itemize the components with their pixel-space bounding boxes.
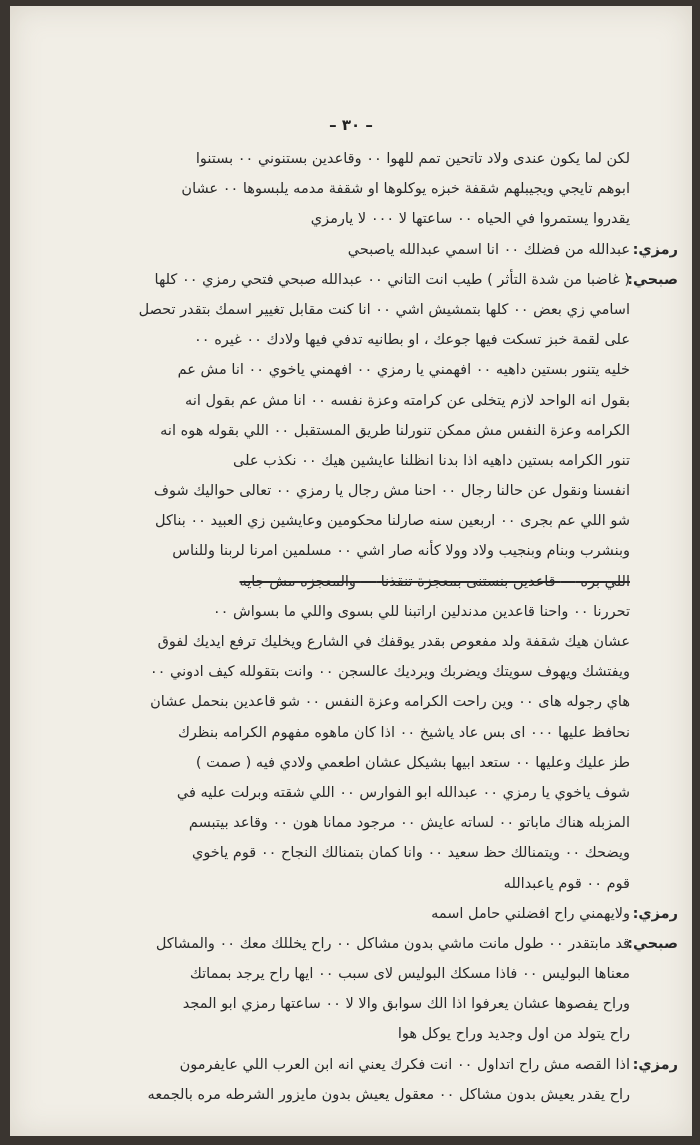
speaker-name <box>630 325 678 355</box>
dialogue-text: راح يتولد من اول وجديد وراح يوكل هوا <box>397 1026 630 1043</box>
script-line <box>46 1080 678 1110</box>
speaker-name <box>630 446 678 476</box>
speaker-name <box>630 144 678 174</box>
dialogue-text: وراح يفصوها عشان يعرفوا اذا الك سوابق والا لا ٠٠ ساعتها رمزي ابو المجد <box>182 996 630 1013</box>
dialogue-text: عبدالله من فضلك ٠٠ انا اسمي عبدالله ياصبحي <box>347 241 630 258</box>
script-line <box>46 687 678 717</box>
speaker-name <box>630 657 678 687</box>
speaker-name <box>630 567 678 597</box>
script-line <box>46 748 678 778</box>
script-line <box>46 536 678 566</box>
speaker-name: صبحي: <box>627 271 678 288</box>
dialogue-text: هاي رجوله هاى ٠٠ وين راحت الكرامه وعزة النفس ٠٠ شو قاعدين بنحمل عشان <box>150 694 630 711</box>
script-line <box>46 416 678 446</box>
dialogue-text: معناها البوليس ٠٠ فاذا مسكك البوليس لاى سبب ٠٠ ايها راح يرجد بمماتك <box>189 966 630 983</box>
script-line <box>46 718 678 748</box>
dialogue-text: تحررنا ٠٠ واحنا قاعدين مدندلين اراتبنا للي بسوى واللي ما بسواش ٠٠ <box>212 603 630 620</box>
speaker-name <box>630 959 678 989</box>
speaker-name <box>630 718 678 748</box>
dialogue-text: اذا القصه مش راح اتداول ٠٠ انت فكرك يعني انه ابن العرب اللي عايفرمون <box>179 1056 630 1073</box>
speaker-name <box>630 778 678 808</box>
speaker-name <box>630 838 678 868</box>
script-line <box>46 325 678 355</box>
script-line <box>46 657 678 687</box>
page-number: – ٣٠ – <box>329 116 373 134</box>
dialogue-text: اللي بره ٠٠ قاعدين بنستنى بمعجزة تنقذنا ٠٠ والمعجزه مش جايه <box>239 573 630 590</box>
script-line <box>46 959 678 989</box>
speaker-name <box>630 506 678 536</box>
dialogue-text: تنور الكرامه بستين داهيه اذا بدنا انظلنا عايشين هيك ٠٠ نكذب على <box>233 452 630 469</box>
dialogue-text: ويضحك ٠٠ ويتمنالك حظ سعيد ٠٠ وانا كمان بتمنالك النجاح ٠٠ قوم ياخوي <box>191 845 630 862</box>
speaker-name <box>630 1019 678 1049</box>
speaker-name <box>630 386 678 416</box>
dialogue-text: وبنشرب وبنام وبنجيب ولاد وولا كأنه صار اشي ٠٠ مسلمين امرنا لربنا وللناس <box>172 543 630 560</box>
script-line <box>46 808 678 838</box>
dialogue-text: ويفتشك ويهوف سويتك ويضربك ويرديك عالسجن ٠٠ وانت بتقولله كيف ادوني ٠٠ <box>149 664 630 681</box>
dialogue-text: يقدروا يستمروا في الحياه ٠٠ ساعتها لا ٠٠٠ لا يارمزي <box>310 211 630 228</box>
speaker-name <box>630 687 678 717</box>
script-line <box>46 235 678 265</box>
dialogue-text: ابوهم تايجي ويجيبلهم شقفة خبزه يوكلوها او شقفة مدمه يلبسوها ٠٠ عشان <box>181 181 630 198</box>
dialogue-text: اسامي زي بعض ٠٠ كلها بتمشيش اشي ٠٠ انا كنت مقابل تغيير اسمك بتقدر تحصل <box>138 301 630 318</box>
dialogue-text: ولايهمني راح افضلني حامل اسمه <box>431 905 630 922</box>
speaker-name: رمزي: <box>632 241 678 258</box>
speaker-name <box>630 355 678 385</box>
script-line <box>46 929 678 959</box>
dialogue-text: نحافظ عليها ٠٠٠ اى بس عاد ياشيخ ٠٠ اذا كان ماهوه مفهوم الكرامه بنظرك <box>177 724 630 741</box>
script-line <box>46 1050 678 1080</box>
speaker-name <box>630 627 678 657</box>
dialogue-text: الكرامه وعزة النفس مش ممكن تنورلنا طريق المستقبل ٠٠ اللي بقوله هوه انه <box>160 422 630 439</box>
script-line <box>46 869 678 899</box>
dialogue-text: طز عليك وعليها ٠٠ ستعد ابيها بشيكل عشان اطعمي ولادي فيه ( صمت ) <box>195 754 630 771</box>
script-line <box>46 1019 678 1049</box>
script-line <box>46 446 678 476</box>
script-line <box>46 386 678 416</box>
dialogue-text: بقول انه الواحد لازم يتخلى عن كرامته وعزة نفسه ٠٠ انا مش عم بقول انه <box>185 392 630 409</box>
script-line <box>46 597 678 627</box>
speaker-name: رمزي: <box>632 905 678 922</box>
script-text <box>46 144 678 1110</box>
script-line <box>46 295 678 325</box>
speaker-name <box>630 748 678 778</box>
dialogue-text: انفسنا ونقول عن حالنا رجال ٠٠ احنا مش رجال يا رمزي ٠٠ تعالى حواليك شوف <box>153 483 630 500</box>
script-line <box>46 778 678 808</box>
dialogue-text: ( غاضبا من شدة التأثر ) طيب انت التاني ٠٠ عبدالله صبحي فتحي رمزي ٠٠ كلها <box>154 271 630 288</box>
dialogue-text: لكن لما يكون عندى ولاد تاتحين تمم للهوا ٠٠ وقاعدين بستنوني ٠٠ بستنوا <box>195 151 630 167</box>
speaker-name <box>630 869 678 899</box>
speaker-name <box>630 416 678 446</box>
speaker-name <box>630 174 678 204</box>
script-line <box>46 204 678 234</box>
script-line <box>46 899 678 929</box>
dialogue-text: شوف ياخوي يا رمزي ٠٠ عبدالله ابو الفوارس ٠٠ اللي شقته وبرلت عليه في <box>176 784 630 801</box>
script-line <box>46 144 678 174</box>
dialogue-text: عشان هيك شقفة ولد مفعوص بقدر يوقفك في الشارع ويخليك ترفع ايديك لفوق <box>157 634 630 650</box>
script-line <box>46 174 678 204</box>
speaker-name: صبحي: <box>627 935 678 952</box>
speaker-name <box>630 536 678 566</box>
typewritten-page <box>10 6 692 1136</box>
speaker-name <box>630 597 678 627</box>
dialogue-text: قوم ٠٠ قوم ياعبدالله <box>503 875 630 892</box>
dialogue-text: قد مابتقدر ٠٠ طول مانت ماشي بدون مشاكل ٠٠ راح يخللك معك ٠٠ والمشاكل <box>155 935 630 952</box>
script-line <box>46 355 678 385</box>
script-line <box>46 567 678 597</box>
dialogue-text: شو اللي عم بجرى ٠٠ اربعين سنه صارلنا محكومين وعايشين زي العبيد ٠٠ بناكل <box>155 513 630 530</box>
speaker-name: رمزي: <box>632 1056 678 1073</box>
dialogue-text: خليه يتنور بستين داهيه ٠٠ افهمني يا رمزي ٠٠ افهمني ياخوي ٠٠ انا مش عم <box>177 362 630 379</box>
speaker-name <box>630 295 678 325</box>
script-line <box>46 838 678 868</box>
script-line <box>46 265 678 295</box>
speaker-name <box>630 204 678 234</box>
speaker-name <box>630 808 678 838</box>
script-line <box>46 506 678 536</box>
script-line <box>46 989 678 1019</box>
speaker-name <box>630 1080 678 1110</box>
script-line <box>46 476 678 506</box>
speaker-name <box>630 989 678 1019</box>
speaker-name <box>630 476 678 506</box>
dialogue-text: المزبله هناك ماباتو ٠٠ لساته عايش ٠٠ مرجود ممانا هون ٠٠ وقاعد بيتبسم <box>188 815 630 832</box>
dialogue-text: راح يقدر يعيش بدون مشاكل ٠٠ معقول يعيش بدون مايزور الشرطه مره بالجمعه <box>147 1086 630 1103</box>
dialogue-text: على لقمة خبز تسكت فيها جوعك ، او بطانيه تدفي فيها ولادك ٠٠ غيره ٠٠ <box>194 332 630 349</box>
script-line <box>46 627 678 657</box>
